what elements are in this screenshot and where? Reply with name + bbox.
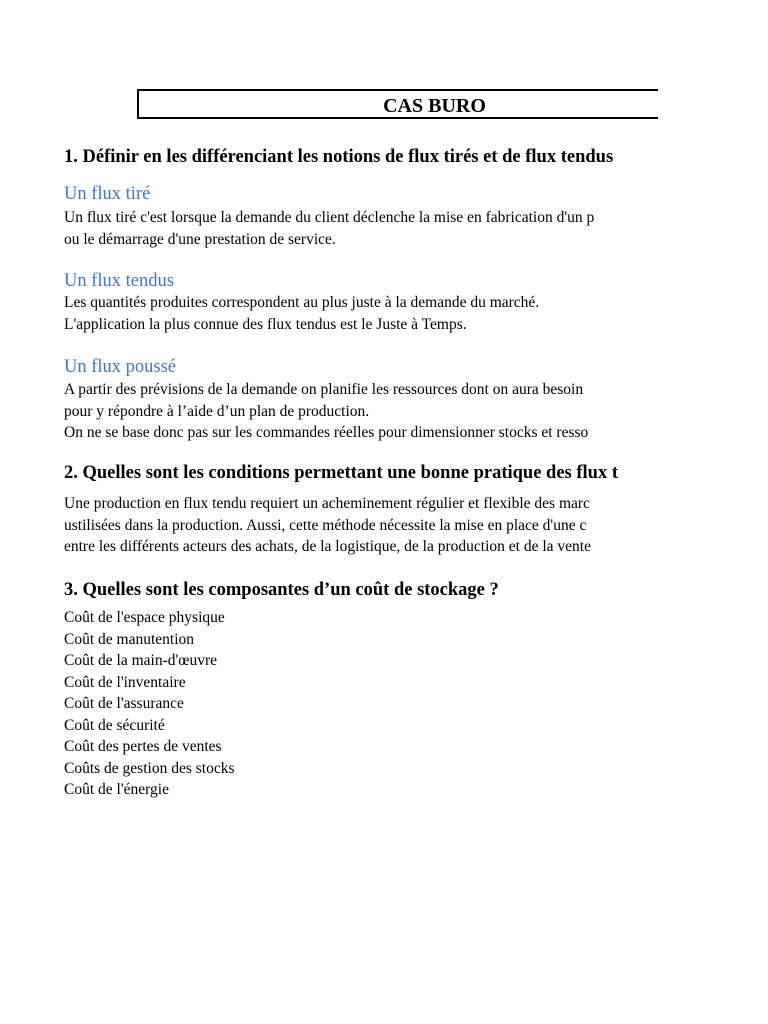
list-item: Coût des pertes de ventes (64, 738, 222, 755)
list-item: Coût de la main-d'œuvre (64, 652, 218, 669)
question-2: 2. Quelles sont les conditions permettant une bonne pratique des flux t (64, 463, 619, 483)
text-line: A partir des prévisions de la demande on planifie les ressources dont on aura besoin (64, 381, 584, 398)
text-line: pour y répondre à l’aide d’un plan de production. (64, 402, 370, 420)
paragraph-flux-tire (64, 207, 594, 250)
paragraph-flux-tendus (64, 292, 539, 335)
list-item: Coûts de gestion des stocks (64, 759, 235, 777)
paragraph-answer-2 (64, 493, 591, 558)
text-line: On ne se base donc pas sur les commandes réelles pour dimensionner stocks et resso (64, 424, 589, 441)
list-item: Coût de l'énergie (64, 781, 169, 798)
text-line: entre les différents acteurs des achats, de la logistique, de la production et de la vente (64, 538, 591, 555)
list-item: Coût de l'assurance (64, 695, 184, 712)
cost-list (64, 607, 235, 801)
heading-flux-tire: Un flux tiré (64, 184, 151, 204)
list-item: Coût de l'espace physique (64, 609, 225, 626)
text-line: Un flux tiré c'est lorsque la demande du client déclenche la mise en fabrication d'un p (64, 209, 595, 226)
list-item: Coût de manutention (64, 630, 195, 648)
list-item: Coût de sécurité (64, 716, 165, 734)
question-1: 1. Définir en les différenciant les notions de flux tirés et de flux tendus (64, 147, 614, 167)
heading-flux-pousse: Un flux poussé (64, 357, 177, 377)
text-line: L'application la plus connue des flux tendus est le Juste à Temps. (64, 315, 467, 333)
list-item: Coût de l'inventaire (64, 673, 186, 691)
heading-flux-tendus: Un flux tendus (64, 271, 174, 291)
text-line: ustilisées dans la production. Aussi, cette méthode nécessite la mise en place d'une c (64, 516, 587, 534)
document-title: CAS BURO (383, 95, 486, 117)
text-line: ou le démarrage d'une prestation de service. (64, 230, 336, 248)
text-line: Une production en flux tendu requiert un acheminement régulier et flexible des marc (64, 495, 590, 512)
text-line: Les quantités produites correspondent au plus juste à la demande du marché. (64, 294, 540, 311)
paragraph-flux-pousse (64, 379, 588, 444)
question-3: 3. Quelles sont les composantes d’un coût de stockage ? (64, 580, 499, 600)
